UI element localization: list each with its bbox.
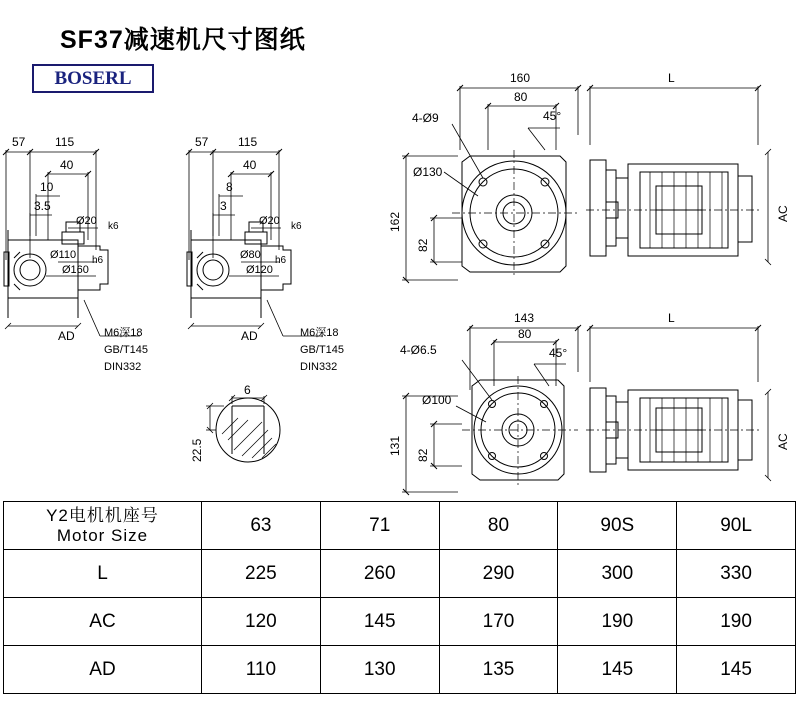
dim-lv1-AD: AD: [58, 329, 75, 343]
dim-tr-160: 160: [510, 71, 531, 85]
table-row: [4, 550, 796, 598]
dim-br-80: 80: [518, 327, 532, 341]
dim-lv1-40: 40: [60, 158, 74, 172]
dim-br-L: L: [668, 311, 675, 325]
dim-tr-80: 80: [514, 90, 528, 104]
dim-lv2-3: 3: [220, 199, 227, 213]
dim-lv2-d20: Ø20: [259, 215, 280, 227]
dim-br-143: 143: [514, 311, 535, 325]
dim-lv1-d20: Ø20: [76, 215, 97, 227]
dim-br-131: 131: [388, 435, 402, 456]
dim-tr-82: 82: [416, 238, 430, 252]
dim-tr-45deg: 45°: [543, 109, 562, 123]
table-header-row: [4, 502, 796, 550]
cell-AC-80: 170: [439, 598, 558, 646]
dim-lv2-k6: k6: [291, 221, 302, 232]
table-header-size-0: 63: [202, 502, 321, 550]
cell-AC-90S: 190: [558, 598, 677, 646]
cell-L-80: 290: [439, 550, 558, 598]
note-lv1-gbt145: GB/T145: [104, 344, 149, 356]
dim-br-4xD6p5: 4-Ø6.5: [400, 343, 437, 357]
note-lv1-m6: M6深18: [104, 327, 143, 339]
dim-lv1-10: 10: [40, 180, 54, 194]
dim-lv2-115: 115: [238, 135, 258, 149]
dim-lv2-AD: AD: [241, 329, 258, 343]
cell-L-63: 225: [202, 550, 321, 598]
dim-tr-4xD9: 4-Ø9: [412, 111, 439, 125]
cell-AD-71: 130: [320, 646, 439, 694]
table-header-label: [4, 502, 202, 550]
dim-lv2-h6: h6: [275, 255, 287, 266]
table-header-size-4: 90L: [677, 502, 796, 550]
cell-L-71: 260: [320, 550, 439, 598]
table-header-label-cn: Y2电机机座号: [46, 505, 159, 525]
dim-lv2-57: 57: [195, 135, 209, 149]
dim-br-AC: AC: [776, 433, 790, 450]
dimension-table: [3, 501, 796, 694]
dim-lv2-d120: Ø120: [246, 264, 273, 276]
dim-tr-D130: Ø130: [413, 165, 443, 179]
dim-br-45deg: 45°: [549, 346, 568, 360]
table-header-size-1: 71: [320, 502, 439, 550]
dim-key-22p5: 22.5: [190, 438, 204, 462]
cell-AD-90L: 145: [677, 646, 796, 694]
note-lv2-din332: DIN332: [300, 361, 338, 373]
table-row: [4, 646, 796, 694]
note-lv2-m6: M6深18: [300, 327, 339, 339]
cell-AD-90S: 145: [558, 646, 677, 694]
dim-key-6: 6: [244, 383, 251, 397]
table-row: [4, 598, 796, 646]
dim-br-D100: Ø100: [422, 393, 452, 407]
table-header-label-en: Motor Size: [56, 525, 149, 545]
dim-lv1-57: 57: [12, 135, 26, 149]
dim-lv1-h6: h6: [92, 255, 104, 266]
page-title: SF37减速机尺寸图纸: [60, 26, 306, 54]
row-label-AD: AD: [4, 646, 202, 694]
note-lv1-din332: DIN332: [104, 361, 142, 373]
dim-lv2-40: 40: [243, 158, 257, 172]
dim-lv2-d80: Ø80: [240, 249, 261, 261]
dim-lv1-115: 115: [55, 135, 75, 149]
cell-L-90S: 300: [558, 550, 677, 598]
cell-AD-80: 135: [439, 646, 558, 694]
cell-AC-90L: 190: [677, 598, 796, 646]
dim-tr-AC: AC: [776, 205, 790, 222]
cell-L-90L: 330: [677, 550, 796, 598]
row-label-L: L: [4, 550, 202, 598]
dim-lv1-d160: Ø160: [62, 264, 89, 276]
cell-AC-71: 145: [320, 598, 439, 646]
cell-AD-63: 110: [202, 646, 321, 694]
table-header-size-2: 80: [439, 502, 558, 550]
note-lv2-gbt145: GB/T145: [300, 344, 345, 356]
dim-tr-162: 162: [388, 211, 402, 232]
dim-tr-L: L: [668, 71, 675, 85]
dim-lv2-8: 8: [226, 180, 233, 194]
table-header-size-3: 90S: [558, 502, 677, 550]
row-label-AC: AC: [4, 598, 202, 646]
dim-lv1-3p5: 3.5: [34, 199, 51, 213]
dim-lv1-k6: k6: [108, 221, 119, 232]
dim-br-82: 82: [416, 448, 430, 462]
brand-logo-text: BOSERL: [54, 67, 132, 89]
cell-AC-63: 120: [202, 598, 321, 646]
dim-lv1-d110: Ø110: [50, 249, 77, 261]
